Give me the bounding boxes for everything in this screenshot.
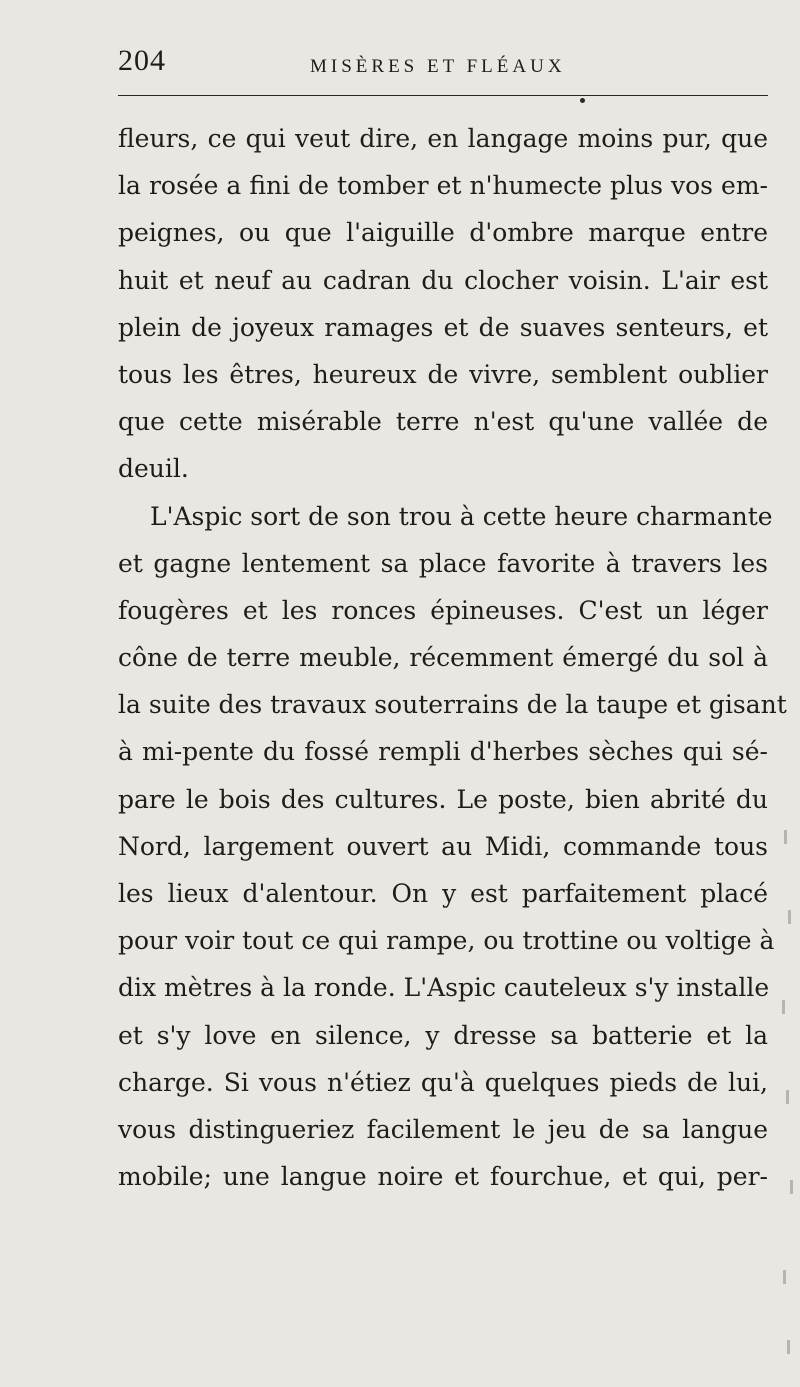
text-line: et gagne lentement sa place favorite à travers les: [118, 548, 768, 578]
text-line: Nord, largement ouvert au Midi, commande tous: [118, 831, 768, 861]
speck: [786, 1090, 789, 1104]
page-number: 204: [118, 44, 166, 77]
text-line: pare le bois des cultures. Le poste, bien abrité du: [118, 784, 768, 814]
text-line: dix mètres à la ronde. L'Aspic cauteleux s'y installe: [118, 973, 770, 1003]
page-header: [118, 44, 768, 84]
text-line: la suite des travaux souterrains de la taupe et gisant: [118, 690, 787, 720]
text-line: fleurs, ce qui veut dire, en langage moins pur, que: [118, 124, 768, 153]
text-line: et s'y love en silence, y dresse sa batterie et la: [118, 1020, 768, 1050]
text-line: mobile; une langue noire et fourchue, et qui, per-: [118, 1162, 768, 1192]
paragraph-start-line: L'Aspic sort de son trou à cette heure charmante: [150, 501, 773, 531]
text-line: deuil.: [118, 454, 189, 484]
speck: [784, 830, 787, 844]
text-line: pour voir tout ce qui rampe, ou trottine ou voltige à: [118, 926, 775, 956]
text-line: charge. Si vous n'étiez qu'à quelques pieds de lui,: [118, 1067, 768, 1097]
speck: [783, 1270, 786, 1284]
edge-binding-marks: [780, 820, 800, 1380]
speck: [790, 1180, 793, 1194]
text-line: fougères et les ronces épineuses. C'est un léger: [118, 595, 768, 625]
rule-dot: [580, 98, 585, 103]
speck: [782, 1000, 785, 1014]
running-title: MISÈRES ET FLÉAUX: [310, 56, 566, 77]
body-text: [118, 115, 787, 1200]
text-line: plein de joyeux ramages et de suaves senteurs, et: [118, 312, 768, 342]
text-line: les lieux d'alentour. On y est parfaitement placé: [118, 879, 768, 908]
text-line: tous les êtres, heureux de vivre, semblent oublier: [118, 359, 768, 389]
text-line: peignes, ou que l'aiguille d'ombre marque entre: [118, 218, 768, 248]
text-line: que cette misérable terre n'est qu'une vallée de: [118, 407, 768, 437]
speck: [788, 910, 791, 924]
speck: [787, 1340, 790, 1354]
text-line: huit et neuf au cadran du clocher voisin. L'air est: [118, 265, 768, 295]
text-line: vous distingueriez facilement le jeu de sa langue: [118, 1114, 768, 1144]
text-line: la rosée a fini de tomber et n'humecte plus vos em-: [118, 171, 768, 201]
header-rule: [118, 95, 768, 96]
text-line: à mi-pente du fossé rempli d'herbes sèches qui sé-: [118, 737, 768, 767]
text-line: cône de terre meuble, récemment émergé du sol à: [118, 643, 768, 673]
